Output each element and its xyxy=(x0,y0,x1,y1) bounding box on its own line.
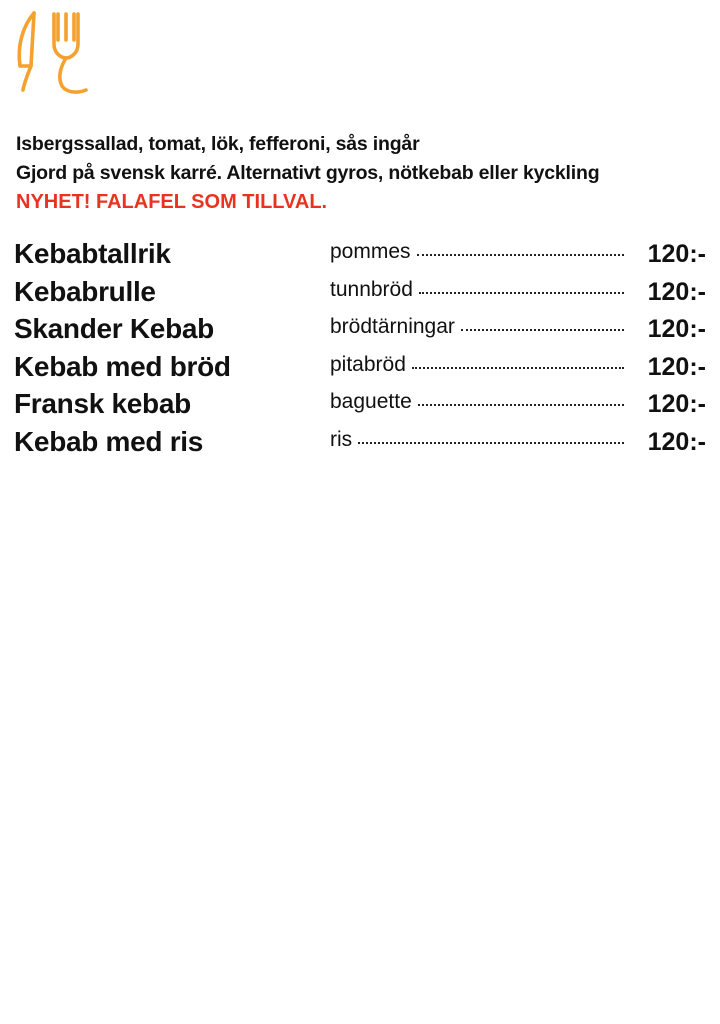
item-side-label: brödtärningar xyxy=(330,315,455,338)
menu-item xyxy=(14,274,706,312)
item-side xyxy=(330,274,626,306)
menu-item xyxy=(14,424,706,462)
item-price: 120:- xyxy=(647,427,706,456)
item-price: 120:- xyxy=(647,240,706,268)
info-line-ingredients: Isbergssallad, tomat, lök, fefferoni, sås ingår xyxy=(16,133,420,155)
dot-leader xyxy=(417,254,624,256)
item-name: Kebabtallrik xyxy=(14,238,171,269)
item-name: Skander Kebab xyxy=(14,313,214,344)
item-name: Kebab med ris xyxy=(14,425,204,457)
menu-list xyxy=(14,236,706,461)
item-name: Kebabrulle xyxy=(14,275,156,307)
item-name: Kebab med bröd xyxy=(14,350,231,382)
fork-knife-icon xyxy=(14,10,90,96)
dot-leader xyxy=(418,404,624,406)
item-side-label: pommes xyxy=(330,240,411,263)
item-price: 120:- xyxy=(647,390,706,418)
dot-leader xyxy=(358,442,624,444)
item-price: 120:- xyxy=(647,277,706,306)
menu-item xyxy=(14,236,706,274)
item-side-label: tunnbröd xyxy=(330,277,413,301)
item-side-label: ris xyxy=(330,427,353,451)
dot-leader xyxy=(412,367,624,369)
item-side xyxy=(330,311,626,343)
info-line-meat: Gjord på svensk karré. Alternativt gyros, nötkebab eller kyckling xyxy=(16,162,600,184)
dot-leader xyxy=(419,292,624,294)
menu-info xyxy=(16,130,706,217)
item-side xyxy=(330,349,626,381)
menu-item xyxy=(14,349,706,387)
menu-item xyxy=(14,311,706,349)
item-price: 120:- xyxy=(647,315,706,343)
item-side-label: baguette xyxy=(330,390,412,413)
menu-item xyxy=(14,386,706,424)
item-side xyxy=(330,236,626,268)
item-name: Fransk kebab xyxy=(14,388,191,419)
item-side xyxy=(330,386,626,418)
item-side-label: pitabröd xyxy=(330,352,406,376)
item-price: 120:- xyxy=(647,352,706,381)
news-banner: NYHET! FALAFEL SOM TILLVAL. xyxy=(16,191,328,213)
dot-leader xyxy=(461,329,624,331)
item-side xyxy=(330,424,626,456)
